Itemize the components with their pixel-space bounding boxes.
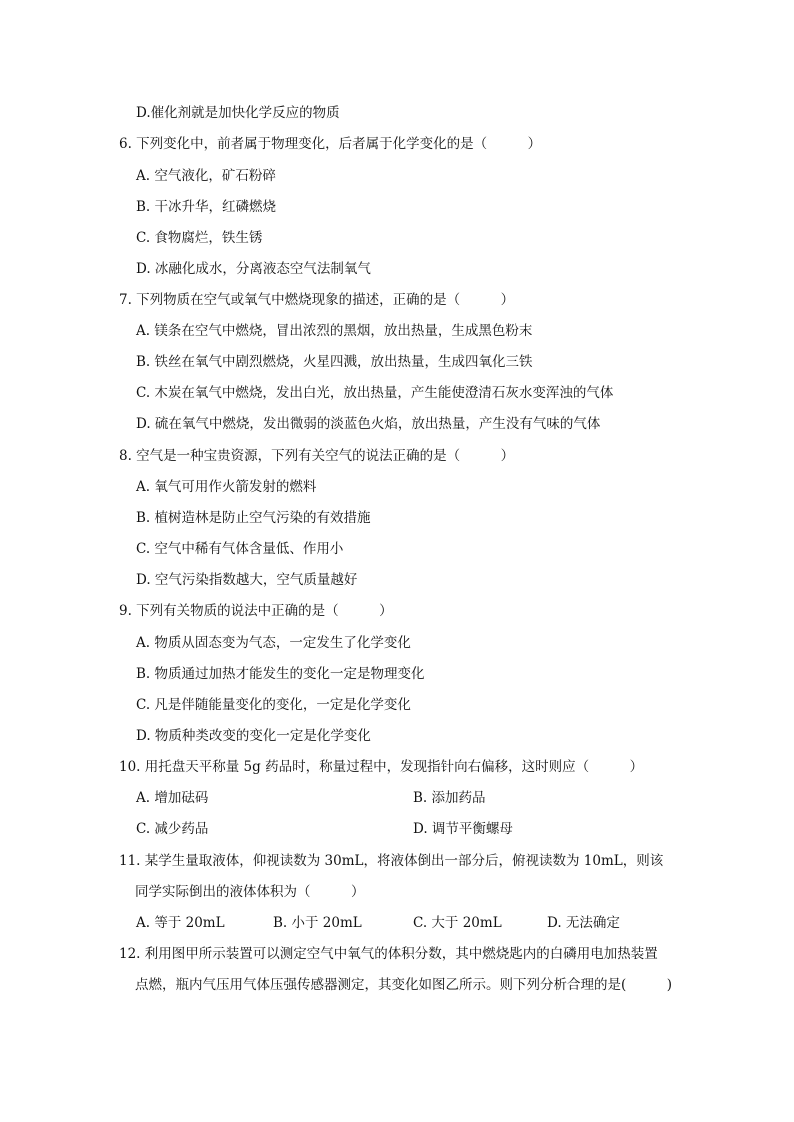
q11-option-c: C. 大于 20mL bbox=[413, 915, 502, 931]
q6-option-d: D. 冰融化成水，分离液态空气法制氧气 bbox=[136, 261, 371, 277]
q5-option-d: D.催化剂就是加快化学反应的物质 bbox=[136, 105, 340, 121]
q12-stem: 12. 利用图甲所示装置可以测定空气中氧气的体积分数，其中燃烧匙内的白磷用电加热装置 bbox=[119, 946, 658, 962]
q6-stem: 6. 下列变化中，前者属于物理变化，后者属于化学变化的是（ ） bbox=[119, 136, 542, 152]
q8-stem: 8. 空气是一种宝贵资源，下列有关空气的说法正确的是（ ） bbox=[119, 448, 515, 464]
q11-stem: 11. 某学生量取液体，仰视读数为 30mL，将液体倒出一部分后，俯视读数为 10mL，则该 bbox=[119, 853, 664, 869]
q8-option-a: A. 氧气可用作火箭发射的燃料 bbox=[136, 479, 317, 495]
q9-stem: 9. 下列有关物质的说法中正确的是（ ） bbox=[119, 603, 393, 619]
q7-option-d: D. 硫在氧气中燃烧，发出微弱的淡蓝色火焰，放出热量，产生没有气味的气体 bbox=[136, 416, 601, 432]
q7-stem: 7. 下列物质在空气或氧气中燃烧现象的描述，正确的是（ ） bbox=[119, 292, 515, 308]
q6-option-a: A. 空气液化，矿石粉碎 bbox=[136, 168, 276, 184]
q8-option-c: C. 空气中稀有气体含量低、作用小 bbox=[136, 541, 344, 557]
q10-stem: 10. 用托盘天平称量 5g 药品时，称量过程中，发现指针向右偏移，这时则应（ ） bbox=[119, 759, 644, 775]
q10-option-c: C. 减少药品 bbox=[136, 821, 209, 837]
q8-option-d: D. 空气污染指数越大，空气质量越好 bbox=[136, 572, 358, 588]
q7-option-a: A. 镁条在空气中燃烧，冒出浓烈的黑烟，放出热量，生成黑色粉末 bbox=[136, 323, 533, 339]
q10-option-b: B. 添加药品 bbox=[413, 790, 486, 806]
q9-option-b: B. 物质通过加热才能发生的变化一定是物理变化 bbox=[136, 666, 425, 682]
q6-option-b: B. 干冰升华，红磷燃烧 bbox=[136, 199, 277, 215]
q9-option-a: A. 物质从固态变为气态，一定发生了化学变化 bbox=[136, 635, 411, 651]
q11-stem-continued: 同学实际倒出的液体体积为（ ） bbox=[135, 884, 365, 900]
q9-option-d: D. 物质种类改变的变化一定是化学变化 bbox=[136, 728, 371, 744]
q11-option-a: A. 等于 20mL bbox=[136, 915, 225, 931]
q8-option-b: B. 植树造林是防止空气污染的有效措施 bbox=[136, 510, 371, 526]
q12-stem-continued: 点燃，瓶内气压用气体压强传感器测定，其变化如图乙所示。则下列分析合理的是( ) bbox=[135, 977, 673, 993]
q10-option-a: A. 增加砝码 bbox=[136, 790, 209, 806]
q7-option-b: B. 铁丝在氧气中剧烈燃烧，火星四溅，放出热量，生成四氧化三铁 bbox=[136, 354, 533, 370]
q10-option-d: D. 调节平衡螺母 bbox=[413, 821, 513, 837]
q9-option-c: C. 凡是伴随能量变化的变化，一定是化学变化 bbox=[136, 697, 411, 713]
q6-option-c: C. 食物腐烂，铁生锈 bbox=[136, 230, 263, 246]
q11-option-b: B. 小于 20mL bbox=[273, 915, 362, 931]
q11-option-d: D. 无法确定 bbox=[547, 915, 620, 931]
q7-option-c: C. 木炭在氧气中燃烧，发出白光，放出热量，产生能使澄清石灰水变浑浊的气体 bbox=[136, 385, 614, 401]
